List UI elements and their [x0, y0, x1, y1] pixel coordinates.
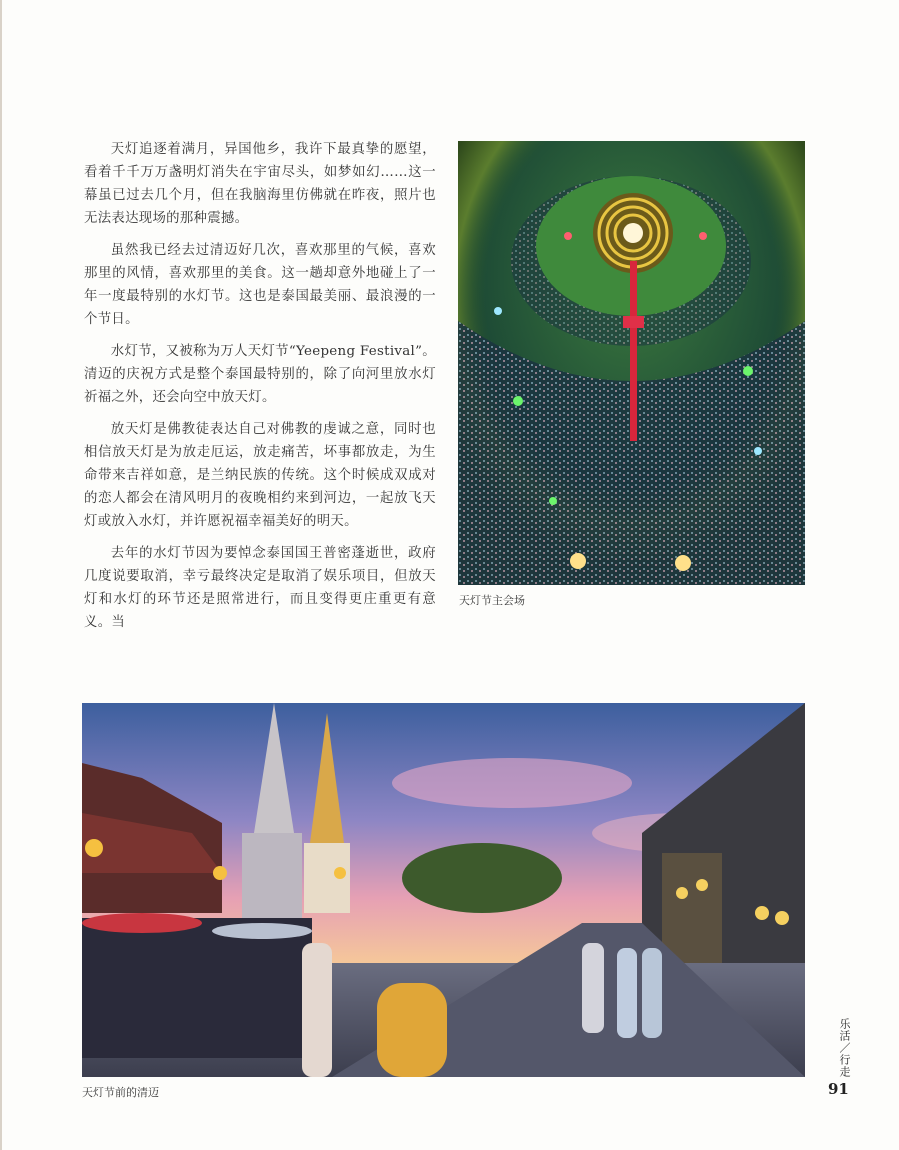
bottom-photo-caption: 天灯节前的清迈	[82, 1086, 159, 1099]
paragraph-4: 放天灯是佛教徒表达自己对佛教的虔诚之意，同时也相信放天灯是为放走厄运，放走痛苦，坏事都放走，为生命带来吉祥如意，是兰纳民族的传统。这个时候成双成对的恋人都会在清风明月的夜晚相约来到河边，一起放飞天灯或放入水灯，并许愿祝福幸福美好的明天。	[84, 422, 436, 529]
section-label: 乐活／行走	[838, 1018, 851, 1078]
paragraph-3: 水灯节，又被称为万人天灯节“Yeepeng Festival”。清迈的庆祝方式是整个泰国最特别的，除了向河里放水灯祈福之外，还会向空中放天灯。	[84, 344, 436, 405]
chiang-mai-street-photo	[82, 703, 805, 1077]
festival-main-venue-photo	[458, 141, 805, 585]
page-spine	[0, 0, 2, 1150]
article-body	[84, 138, 436, 643]
paragraph-1: 天灯追逐着满月，异国他乡，我许下最真挚的愿望，看着千千万万盏明灯消失在宇宙尽头，如梦如幻……这一幕虽已过去几个月，但在我脑海里仿佛就在昨夜，照片也无法表达现场的那种震撼。	[84, 142, 436, 226]
paragraph-2: 虽然我已经去过清迈好几次，喜欢那里的气候，喜欢那里的风情，喜欢那里的美食。这一趟却意外地碰上了一年一度最特别的水灯节。这也是泰国最美丽、最浪漫的一个节日。	[84, 243, 436, 327]
page-number: 91	[828, 1080, 849, 1098]
top-photo-caption: 天灯节主会场	[459, 594, 525, 607]
paragraph-5: 去年的水灯节因为要悼念泰国国王普密蓬逝世，政府几度说要取消，幸亏最终决定是取消了娱乐项目，但放天灯和水灯的环节还是照常进行，而且变得更庄重更有意义。当	[84, 546, 436, 630]
